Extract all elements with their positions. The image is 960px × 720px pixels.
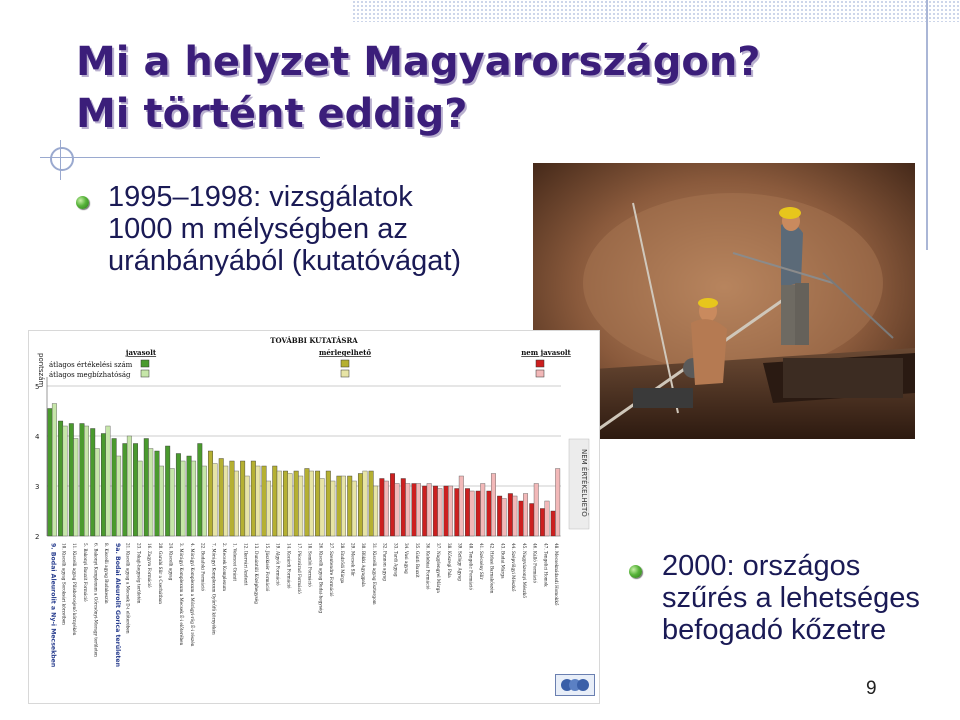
bar-score — [294, 471, 298, 536]
bar-score — [337, 476, 341, 536]
category-label: 5. Bakonyi Bauxit Formáció — [82, 543, 88, 602]
bar-reliability — [84, 426, 88, 536]
bar-reliability — [406, 484, 410, 537]
bar-score — [465, 489, 469, 537]
category-label: 26. Kiscelli agyag Budai-hegység — [318, 543, 324, 614]
category-label: 1. Velencei Gránit — [232, 543, 238, 582]
bar-score — [48, 409, 52, 537]
legend-series-1: átlagos értékelési szám — [49, 361, 133, 369]
category-label: 12. Ikervári Andezit — [243, 543, 249, 586]
bullet-text-1 — [108, 181, 461, 277]
bar-score — [155, 451, 159, 536]
bar-reliability — [438, 489, 442, 537]
bar-score — [240, 461, 244, 536]
category-label: 18. Somlói Formáció — [307, 543, 313, 587]
category-label: 40. Tengelic Formáció — [468, 543, 474, 591]
bar-score — [165, 446, 169, 536]
bar-score — [283, 471, 287, 536]
bar-reliability — [52, 404, 56, 537]
bar-score — [455, 489, 459, 537]
y-tick-label: 4 — [35, 433, 40, 441]
category-label: 11. Kiscelli agyag Pilisborosjenő környékén — [72, 543, 78, 636]
category-label: 28. Endrődi Márga — [339, 543, 345, 584]
category-label: 22. Budafoki Formáció — [200, 543, 206, 592]
bar-reliability — [555, 469, 559, 537]
bar-score — [219, 459, 223, 537]
bar-score — [230, 461, 234, 536]
bar-reliability — [513, 496, 517, 536]
category-label: 48. Mecseknádasdi Homokkő — [553, 543, 559, 606]
bar-score — [101, 434, 105, 537]
bar-score — [251, 461, 255, 536]
decorative-horizontal-line — [40, 157, 320, 158]
group-label-not-recommended: nem javasolt — [521, 348, 571, 357]
bar-score — [422, 486, 426, 536]
bar-score — [80, 424, 84, 537]
category-label: 10. Kiscelli agyag Soroksári körzetben — [61, 543, 67, 625]
bullet1-line1: 1995–1998: vizsgálatok — [108, 181, 413, 213]
category-label: 39. Szilágy Agyag — [457, 543, 463, 581]
category-label: 42. Hidasi Barnakőszén — [489, 543, 495, 594]
bar-reliability — [202, 466, 206, 536]
bar-score — [508, 494, 512, 537]
decorative-vertical-line — [926, 0, 928, 250]
category-label: 24. Kiscelli agyag — [168, 543, 174, 581]
bar-score — [187, 456, 191, 536]
bar-reliability — [352, 481, 356, 536]
bullet-icon — [629, 565, 642, 578]
evaluation-bar-chart — [28, 330, 600, 704]
bar-score — [176, 454, 180, 537]
category-label: 20. Garabi Slír a Cserhátban — [157, 543, 163, 604]
bar-reliability — [470, 491, 474, 536]
bar-score — [412, 484, 416, 537]
bullet1-line3: uránbányából (kutatóvágat) — [108, 245, 462, 277]
bar-reliability — [320, 479, 324, 537]
bar-score — [133, 444, 137, 537]
bar-reliability — [395, 484, 399, 537]
bar-reliability — [341, 476, 345, 536]
bar-reliability — [384, 481, 388, 536]
category-label: 32. Pannon agyag — [382, 543, 388, 581]
bar-reliability — [373, 486, 377, 536]
bar-reliability — [309, 471, 313, 536]
bar-score — [476, 491, 480, 536]
y-axis-label: pontszám — [37, 353, 45, 388]
bar-reliability — [277, 471, 281, 536]
category-label: 30. Bükki Agyagpala — [361, 543, 367, 587]
bar-reliability — [149, 449, 153, 537]
legend-swatch-olive-light — [341, 370, 349, 377]
bar-score — [198, 444, 202, 537]
category-label: 43. Budai Márga — [500, 543, 506, 579]
bar-reliability — [127, 436, 131, 536]
legend-swatch-red-light — [536, 370, 544, 377]
category-label: 41. Szécsény Slír — [479, 543, 485, 580]
category-label: 23. Tokaji-hegység területén — [136, 543, 142, 604]
decorative-circle — [50, 147, 74, 171]
bar-reliability — [523, 494, 527, 537]
category-label: 36. Kelebiai Formáció — [425, 543, 431, 590]
bar-reliability — [213, 464, 217, 537]
bar-score — [487, 491, 491, 536]
bar-reliability — [288, 474, 292, 537]
category-label: 6. Bakonyi Komplexum a Gőrcsönyi-Moragy területen — [93, 543, 99, 657]
bar-reliability — [502, 499, 506, 537]
category-label: 44. Szépvölgyi Mészkő — [511, 543, 517, 592]
bar-reliability — [63, 426, 67, 536]
group-label-considerable: mérlegelhető — [318, 348, 372, 357]
bar-reliability — [223, 466, 227, 536]
bar-reliability — [459, 476, 463, 536]
bar-reliability — [95, 449, 99, 537]
bar-reliability — [427, 484, 431, 537]
bar-score — [551, 511, 555, 536]
y-tick-label: 5 — [35, 383, 40, 391]
chart-svg — [29, 331, 599, 703]
bullet2-line1: 2000: országos — [662, 550, 861, 582]
bar-score — [262, 466, 266, 536]
category-label: 8. Kiscelli agyag Budakeszin — [104, 543, 110, 604]
category-label: 21. Kiscelli agyag a Mecsek D-i előterében — [125, 543, 131, 634]
slide-title-line1: Mi a helyzet Magyarországon? — [76, 39, 761, 85]
bar-score — [540, 509, 544, 537]
bar-reliability — [170, 469, 174, 537]
category-label: 47. Tengelici Homok — [543, 543, 549, 587]
bar-reliability — [363, 471, 367, 536]
organization-logo — [555, 674, 595, 696]
slide-title-line2: Mi történt eddig? — [76, 91, 468, 137]
bar-reliability — [256, 466, 260, 536]
bar-reliability — [448, 486, 452, 536]
category-label: 2. Mecsek Komplexum — [222, 543, 228, 591]
legend-swatch-red-dark — [536, 360, 544, 367]
bar-reliability — [331, 481, 335, 536]
bar-score — [401, 479, 405, 537]
bar-reliability — [181, 461, 185, 536]
bar-reliability — [159, 466, 163, 536]
y-tick-label: 2 — [35, 533, 40, 541]
bar-score — [433, 486, 437, 536]
category-label: 35. Gánti Bauxit — [414, 543, 420, 578]
category-label: 16. Zagyva Formáció — [147, 543, 153, 588]
category-label: 9. Bodai Aleurolit a Ny-i Mecsekben — [49, 543, 57, 668]
bar-score — [69, 424, 73, 537]
bar-reliability — [245, 476, 249, 536]
bullet1-line2: 1000 m mélységben az — [108, 213, 408, 245]
bar-reliability — [116, 456, 120, 536]
category-label: 31. Kiscelli agyag Esztergom — [371, 543, 377, 605]
category-label: 37. Nagylengyel Márga — [436, 543, 442, 593]
bar-reliability — [298, 476, 302, 536]
bar-score — [123, 444, 127, 537]
bar-score — [90, 429, 94, 537]
bar-reliability — [534, 484, 538, 537]
bar-score — [497, 496, 501, 536]
bar-score — [444, 486, 448, 536]
slide-title — [76, 36, 761, 140]
bar-score — [273, 466, 277, 536]
bullet-icon — [76, 196, 89, 209]
category-label: 7. Mórágyi Komplexum Gyűrűfű környékén — [211, 543, 217, 635]
bar-score — [369, 471, 373, 536]
legend-swatch-green-light — [141, 370, 149, 377]
bar-reliability — [545, 501, 549, 536]
bar-reliability — [191, 461, 195, 536]
bar-reliability — [480, 484, 484, 537]
bullet2-line3: befogadó kőzetre — [662, 614, 887, 646]
category-label: 33. Tardi Agyag — [393, 543, 399, 577]
bar-reliability — [106, 426, 110, 536]
bar-reliability — [266, 481, 270, 536]
y-tick-label: 3 — [35, 483, 40, 491]
category-label: 14. Kozárdi Formáció — [286, 543, 292, 589]
legend-series-2: átlagos megbízhatóság — [49, 371, 131, 379]
category-label: 4. Mórágyi Komplexum a Mórágyi-rög É-i részén — [189, 543, 195, 647]
bullet2-line2: szűrés a lehetséges — [662, 582, 920, 614]
category-label: 17. Pécsvárad Formáció — [296, 543, 302, 594]
category-label: 46. Kálló Formáció — [532, 543, 538, 584]
bar-reliability — [491, 474, 495, 537]
legend-swatch-green-dark — [141, 360, 149, 367]
category-label: 9a. Bodai Aleurolit Gorica területen — [113, 543, 121, 667]
bar-reliability — [234, 471, 238, 536]
bar-reliability — [74, 439, 78, 537]
category-label: 29. Mecsek Slír — [350, 543, 356, 577]
bar-score — [530, 504, 534, 537]
legend-swatch-olive-dark — [341, 360, 349, 367]
category-label: 34. Vasi agyag — [404, 543, 410, 574]
bar-score — [112, 439, 116, 537]
bar-score — [326, 471, 330, 536]
bar-score — [305, 469, 309, 537]
bar-score — [208, 451, 212, 536]
bar-score — [315, 471, 319, 536]
decorative-dot-band — [352, 0, 960, 22]
bar-score — [390, 474, 394, 537]
bar-score — [358, 474, 362, 537]
not-evaluable-label: NEM ÉRTÉKELHETŐ — [580, 449, 588, 517]
page-number: 9 — [866, 678, 877, 699]
category-label: 38. Kőszegi Pala — [446, 543, 452, 578]
group-label-recommended: javasolt — [125, 348, 157, 357]
category-label: 27. Szentendre Formáció — [329, 543, 335, 597]
chart-header: TOVÁBBI KUTATÁSRA — [270, 336, 358, 345]
category-label: 15. Jászkisér Formáció — [264, 543, 270, 592]
category-label: 45. Nagyvázsonyi Mészkő — [521, 543, 527, 598]
category-label: 3. Mórágyi Komplexum a Mecsek É-i előterében — [179, 543, 185, 646]
bar-score — [347, 476, 351, 536]
bar-score — [519, 501, 523, 536]
bar-score — [380, 479, 384, 537]
bar-reliability — [138, 461, 142, 536]
category-label: 13. Dunántúli Középhegység — [254, 543, 260, 604]
bar-score — [58, 421, 62, 536]
bar-score — [144, 439, 148, 537]
category-label: 19. Algyői Formáció — [275, 543, 281, 586]
bar-reliability — [416, 484, 420, 537]
bullet-text-2 — [662, 550, 920, 646]
